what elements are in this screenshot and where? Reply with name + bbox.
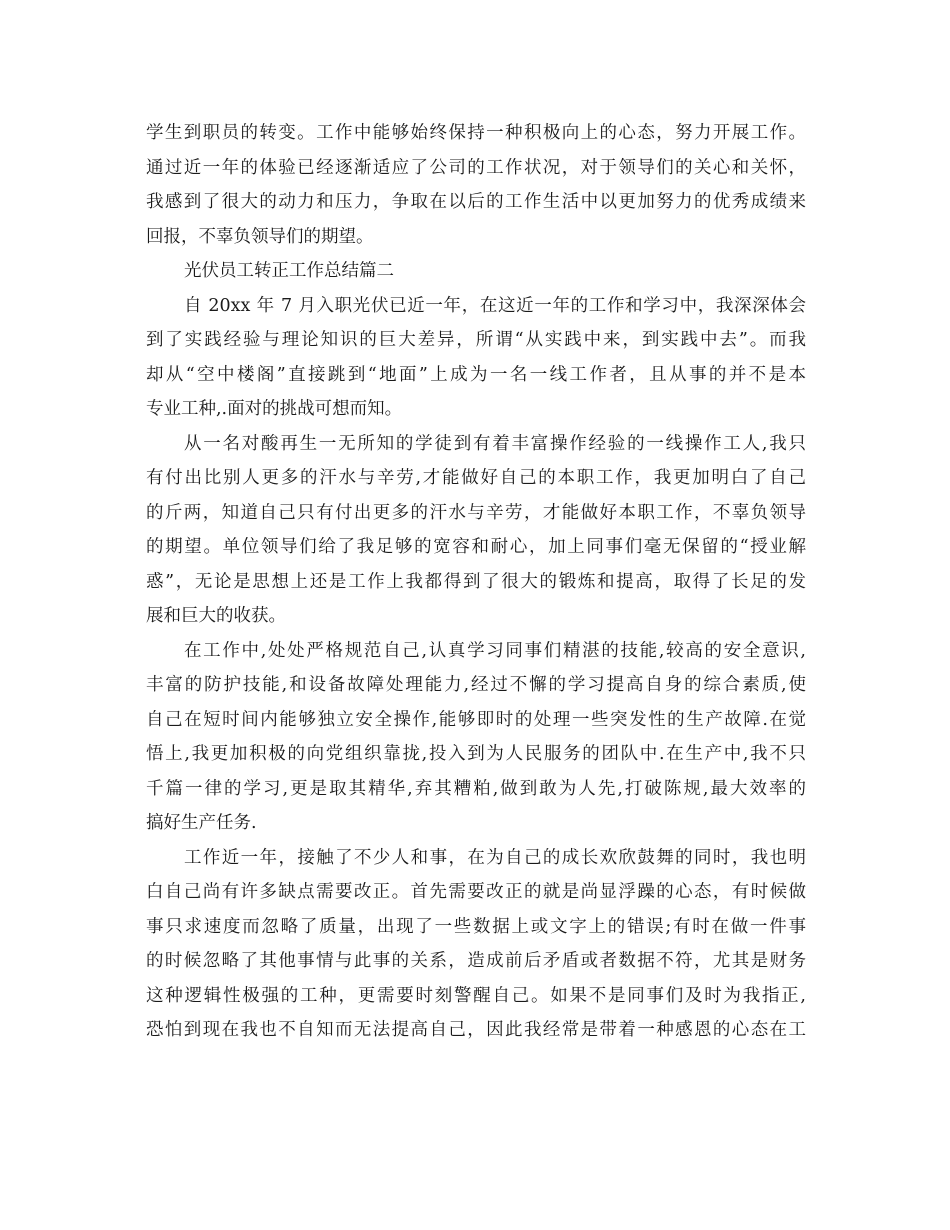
paragraph — [146, 427, 806, 634]
text-line: 我感到了很大的动力和压力，争取在以后的工作生活中以更加努力的优秀成绩来 — [146, 192, 806, 212]
text-line: 回报，不辜负领导们的期望。 — [146, 226, 374, 247]
text-line: 搞好生产任务. — [146, 813, 257, 833]
text-line: 的斤两，知道自己只有付出更多的汗水与辛劳，才能做好本职工作，不辜负领导 — [146, 502, 806, 523]
paragraph — [146, 634, 806, 841]
text-line: 千篇一律的学习,更是取其精华,弃其糟粕,做到敢为人先,打破陈规,最大效率的 — [146, 778, 806, 799]
section-heading: 光伏员工转正工作总结篇二 — [184, 261, 394, 281]
text-line: 自己在短时间内能够独立安全操作,能够即时的处理一些突发性的生产故障.在觉 — [146, 709, 806, 730]
paragraph — [146, 289, 806, 427]
text-line: 有付出比别人更多的汗水与辛劳,才能做好自己的本职工作，我更加明白了自己 — [146, 468, 806, 488]
text-line: 学生到职员的转变。工作中能够始终保持一种积极向上的心态，努力开展工作。 — [146, 123, 806, 143]
text-line: 从一名对酸再生一无所知的学徒到有着丰富操作经验的一线操作工人,我只 — [184, 433, 806, 454]
text-line: 展和巨大的收获。 — [146, 606, 286, 626]
text-line: 到了实践经验与理论知识的巨大差异，所谓“从实践中来，到实践中去”。而我 — [146, 330, 806, 350]
text-line: 恐怕到现在我也不自知而无法提高自己，因此我经常是带着一种感恩的心态在工 — [146, 1020, 806, 1040]
text-line: 这种逻辑性极强的工种，更需要时刻警醒自己。如果不是同事们及时为我指正, — [146, 985, 806, 1006]
text-line: 丰富的防护技能,和设备故障处理能力,经过不懈的学习提高自身的综合素质,使 — [146, 675, 806, 695]
document-body — [146, 116, 806, 1048]
text-line: 悟上,我更加积极的向党组织靠拢,投入到为人民服务的团队中.在生产中,我不只 — [146, 744, 806, 764]
text-line: 自 20xx 年 7 月入职光伏已近一年，在这近一年的工作和学习中，我深深体会 — [184, 295, 806, 316]
text-line: 通过近一年的体验已经逐渐适应了公司的工作状况，对于领导们的关心和关怀， — [146, 157, 806, 178]
paragraph — [146, 841, 806, 1048]
paragraph — [146, 116, 806, 254]
text-line: 却从“空中楼阁”直接跳到“地面”上成为一名一线工作者，且从事的并不是本 — [146, 364, 806, 385]
text-line: 专业工种,.面对的挑战可想而知。 — [146, 399, 403, 419]
text-line: 白自己尚有许多缺点需要改正。首先需要改正的就是尚显浮躁的心态，有时候做 — [146, 882, 806, 902]
text-line: 在工作中,处处严格规范自己,认真学习同事们精湛的技能,较高的安全意识, — [184, 640, 806, 661]
text-line: 的期望。单位领导们给了我足够的宽容和耐心，加上同事们毫无保留的“授业解 — [146, 537, 806, 557]
text-line: 惑”，无论是思想上还是工作上我都得到了很大的锻炼和提高，取得了长足的发 — [146, 571, 806, 592]
text-line: 的时候忽略了其他事情与此事的关系，造成前后矛盾或者数据不符，尤其是财务 — [146, 951, 806, 971]
text-line: 工作近一年，接触了不少人和事，在为自己的成长欢欣鼓舞的同时，我也明 — [184, 847, 806, 868]
text-line: 事只求速度而忽略了质量，出现了一些数据上或文字上的错误;有时在做一件事 — [146, 916, 806, 937]
